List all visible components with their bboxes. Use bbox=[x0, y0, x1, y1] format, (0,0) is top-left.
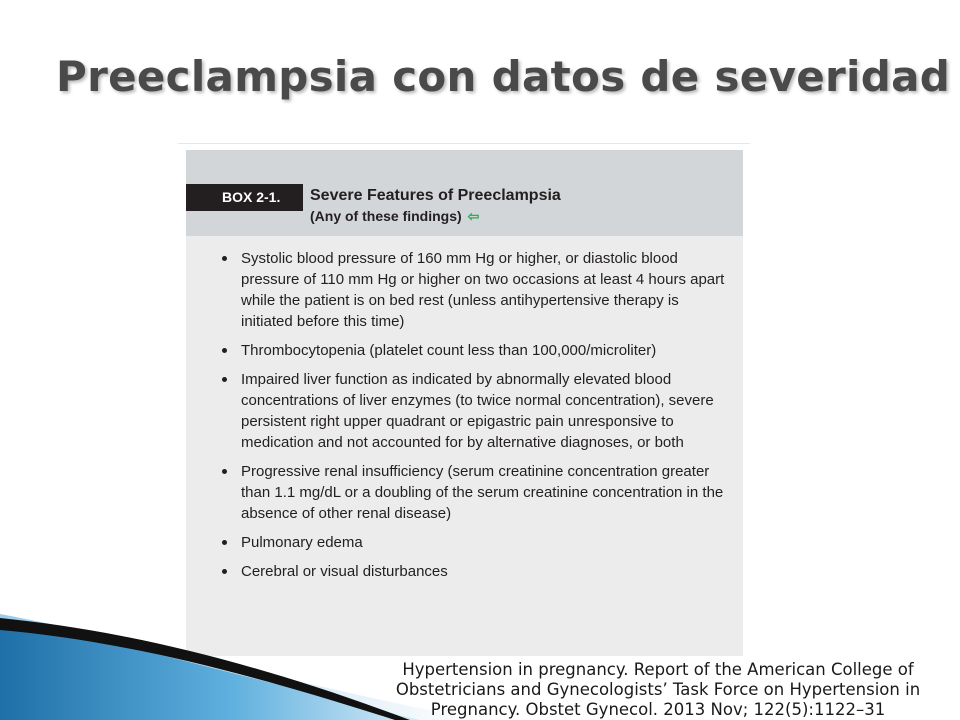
list-item-text: Impaired liver function as indicated by abnormally elevated blood concentrations of liver enzymes (to twice normal concentration), severe persistent right upper quadrant or epigastric pain unresponsive to medication and not accounted for by alternative diagnoses, or both bbox=[241, 371, 714, 451]
citation: Hypertension in pregnancy. Report of the American College of Obstetricians and Gynecologists’ Task Force on Hypertension in Pregnancy. Obstet Gynecol. 2013 Nov; 122(5):1122–31 bbox=[395, 660, 921, 719]
list-item bbox=[216, 532, 726, 553]
box-header bbox=[186, 150, 743, 236]
feature-list bbox=[216, 248, 726, 590]
back-arrow-icon: ⇦ bbox=[467, 208, 480, 224]
list-item bbox=[216, 248, 726, 332]
box-subtitle: (Any of these findings) bbox=[310, 208, 462, 224]
list-item-text: Systolic blood pressure of 160 mm Hg or higher, or diastolic blood pressure of 110 mm Hg or higher on two occasions at least 4 hours apart while the patient is on bed rest (unless antihypertensive therapy is initiated before this time) bbox=[241, 250, 725, 330]
bullet-icon bbox=[222, 377, 227, 382]
list-item bbox=[216, 340, 726, 361]
bullet-icon bbox=[222, 256, 227, 261]
list-item bbox=[216, 369, 726, 453]
bullet-icon bbox=[222, 348, 227, 353]
slide-title: Preeclampsia con datos de severidad bbox=[56, 52, 951, 101]
list-item bbox=[216, 461, 726, 524]
severe-features-box bbox=[186, 150, 743, 656]
list-item-text: Thrombocytopenia (platelet count less than 100,000/microliter) bbox=[241, 342, 657, 359]
box-label: BOX 2-1. bbox=[186, 184, 303, 211]
list-item-text: Progressive renal insufficiency (serum creatinine concentration greater than 1.1 mg/dL or a doubling of the serum creatinine concentration in the absence of other renal disease) bbox=[241, 463, 724, 522]
list-item bbox=[216, 561, 726, 582]
box-frame-line bbox=[178, 143, 750, 144]
box-subtitle-line bbox=[310, 206, 479, 226]
box-title: Severe Features of Preeclampsia bbox=[310, 187, 561, 204]
bullet-icon bbox=[222, 469, 227, 474]
list-item-text: Pulmonary edema bbox=[241, 534, 363, 551]
bullet-icon bbox=[222, 569, 227, 574]
list-item-text: Cerebral or visual disturbances bbox=[241, 563, 448, 580]
bullet-icon bbox=[222, 540, 227, 545]
